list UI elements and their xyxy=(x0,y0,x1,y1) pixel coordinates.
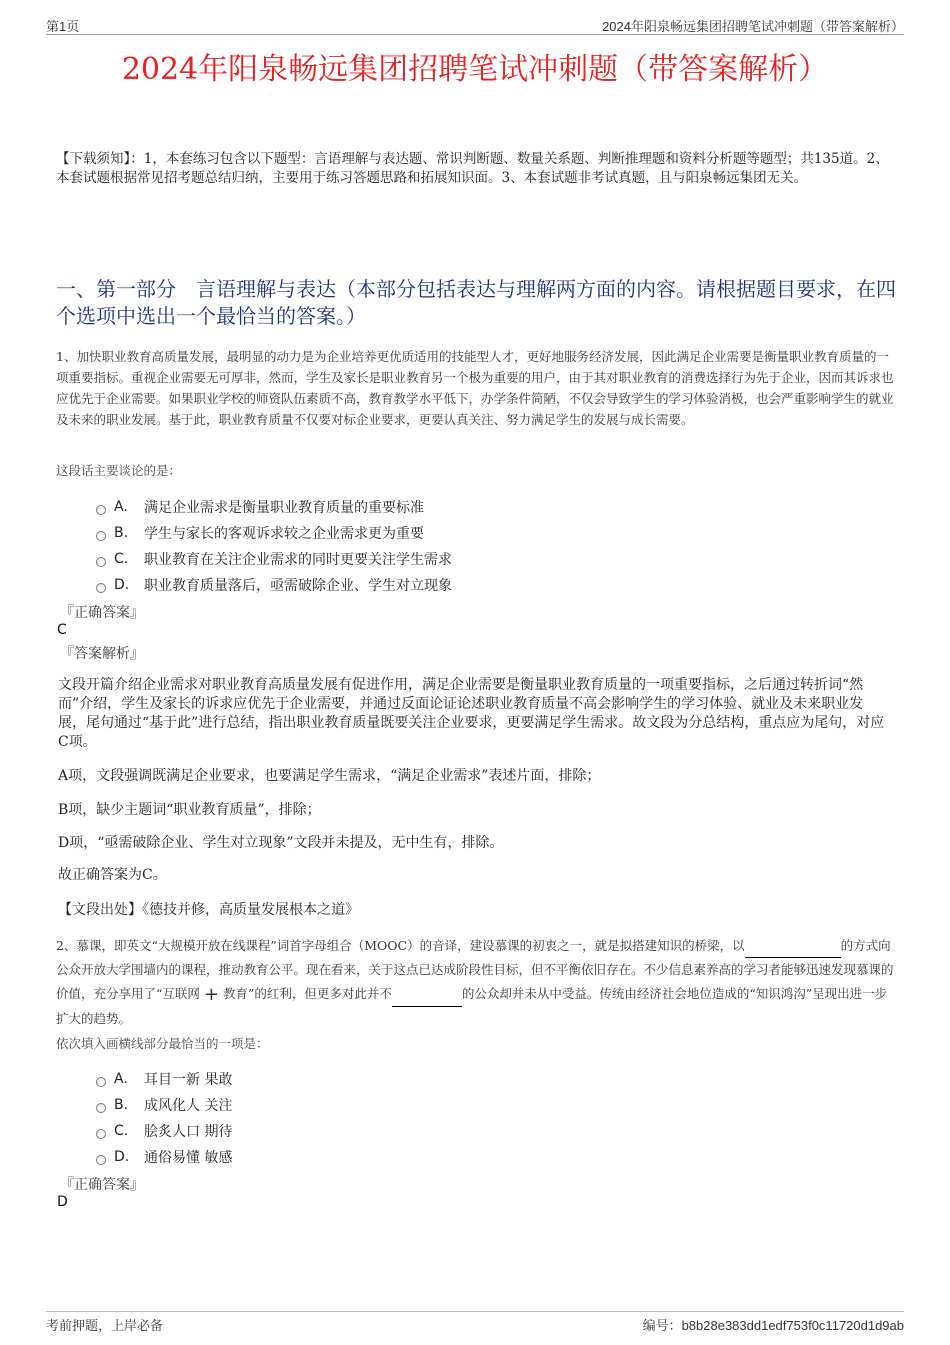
option-letter: A. xyxy=(114,499,128,515)
option-letter: B. xyxy=(114,1097,129,1113)
source-citation: 【文段出处】《德技并修，高质量发展根本之道》 xyxy=(58,902,359,918)
fill-blank-2 xyxy=(392,982,462,1007)
answer-analysis: 文段开篇介绍企业需求对职业教育高质量发展有促进作用，满足企业需要是衡量职业教育质量的一项重要指标，之后通过转折词“然而”介绍，学生及家长的诉求应优先于企业需要，并通过反面论证论述职业教育质量不高会影响学生的学习体验、就业及未来职业发展，尾句通过“基于此”进行总结，指出职业教育质量既要关注企业要求，更要满足学生需求。故文段为分总结构，重点应为尾句，对应C项。 xyxy=(58,677,885,750)
correct-answer-label: 『正确答案』 xyxy=(60,605,144,621)
correct-answer-label: 『正确答案』 xyxy=(60,1177,144,1193)
option-text: 耳目一新 果敢 xyxy=(144,1072,233,1088)
question-1-prompt: 这段话主要谈论的是： xyxy=(56,463,182,478)
analysis-option-a: A项，文段强调既满足企业要求，也要满足学生需求，“满足企业需求”表述片面，排除； xyxy=(58,768,601,784)
question-1-body: 1、加快职业教育高质量发展，最明显的动力是为企业培养更优质适用的技能型人才，更好地服务经济发展，因此满足企业需要是衡量职业教育质量的一项重要指标。重视企业需要无可厚非，然而，学生及家长是职业教育另一个极为重要的用户，由于其对职业教育的消费选择行为先于企业，因而其诉求也应优先于企业需要。如果职业学校的师资队伍素质不高，教育教学水平低下，办学条件简陋，不仅会导致学生的学习体验消极，也会严重影响学生的就业及未来的职业发展。基于此，职业教育质量不仅要对标企业要求，更要认真关注、努力满足学生的发展与成长需要。 xyxy=(56,349,894,427)
analysis-option-b: B项，缺少主题词“职业教育质量”，排除； xyxy=(58,802,321,818)
header-doc-title: 2024年阳泉畅远集团招聘笔试冲刺题（带答案解析） xyxy=(602,19,904,34)
option-letter: C. xyxy=(114,1123,129,1139)
radio-button-icon[interactable] xyxy=(96,557,106,567)
fill-blank-1 xyxy=(745,933,841,958)
page-footer xyxy=(46,1311,904,1333)
option-text: 满足企业需求是衡量职业教育质量的重要标准 xyxy=(144,500,424,516)
radio-button-icon[interactable] xyxy=(96,1103,106,1113)
analysis-conclusion: 故正确答案为C。 xyxy=(58,867,167,883)
option-text: 通俗易懂 敏感 xyxy=(144,1150,233,1166)
question-2-body xyxy=(56,933,896,1031)
radio-button-icon[interactable] xyxy=(96,583,106,593)
option-d[interactable] xyxy=(96,1144,232,1170)
option-text: 职业教育质量落后，亟需破除企业、学生对立现象 xyxy=(144,578,452,594)
footer-serial: 编号：b8b28e383dd1edf753f0c11720d1d9ab xyxy=(642,1318,904,1333)
question-2-text-1: 2、慕课，即英文“大规模开放在线课程”词首字母组合（MOOC）的音译，建设慕课的初衷之一，就是拟搭建知识的桥梁，以 xyxy=(56,938,745,953)
analysis-option-d: D项，“亟需破除企业、学生对立现象”文段并未提及，无中生有，排除。 xyxy=(58,835,504,851)
question-2-text-4: 的公众却并未从中受益。传统由经济社会地位造成的“知识鸿沟”呈现出进一步扩大的趋势。 xyxy=(56,986,888,1026)
option-d[interactable] xyxy=(96,572,452,598)
section-heading: 一、第一部分 言语理解与表达（本部分包括表达与理解两方面的内容。请根据题目要求，在四个选项中选出一个最恰当的答案。） xyxy=(56,277,896,328)
analysis-label: 『答案解析』 xyxy=(60,646,144,662)
download-notice: 【下载须知】：1，本套练习包含以下题型：言语理解与表达题、常识判断题、数量关系题、判断推理题和资料分析题等题型；共135道。2、本套试题根据常见招考题总结归纳，主要用于练习答题思路和拓展知识面。3、本套试题非考试真题，且与阳泉畅远集团无关。 xyxy=(56,151,889,186)
question-2-prompt: 依次填入画横线部分最恰当的一项是： xyxy=(56,1036,269,1051)
radio-button-icon[interactable] xyxy=(96,531,106,541)
page-header xyxy=(46,14,904,35)
radio-button-icon[interactable] xyxy=(96,1129,106,1139)
correct-answer-value: C xyxy=(57,622,67,638)
footer-slogan: 考前押题，上岸必备 xyxy=(46,1318,164,1333)
option-letter: D. xyxy=(114,1149,130,1165)
question-1-options xyxy=(96,494,452,598)
radio-button-icon[interactable] xyxy=(96,1077,106,1087)
radio-button-icon[interactable] xyxy=(96,505,106,515)
option-letter: B. xyxy=(114,525,129,541)
option-letter: D. xyxy=(114,577,130,593)
option-text: 职业教育在关注企业需求的同时更要关注学生需求 xyxy=(144,552,452,568)
correct-answer-value: D xyxy=(57,1194,68,1210)
question-2-text-3: 教育”的红利，但更多对此并不 xyxy=(222,986,392,1001)
option-c[interactable] xyxy=(96,1118,232,1144)
option-text: 成风化人 关注 xyxy=(144,1098,233,1114)
option-c[interactable] xyxy=(96,546,452,572)
option-letter: C. xyxy=(114,551,129,567)
option-text: 学生与家长的客观诉求较之企业需求更为重要 xyxy=(144,526,424,542)
question-2-options xyxy=(96,1066,232,1170)
document-title: 2024年阳泉畅远集团招聘笔试冲刺题（带答案解析） xyxy=(121,52,829,87)
question-2-text-2: 的方式向公众开放大学围墙内的课程，推动教育公平。现在看来，关于这点已达成阶段性目标，但不平衡依旧存在。不少信息素养高的学习者能够迅速发现慕课的价值，充分享用了“互联网 xyxy=(56,938,894,1001)
plus-sign: + xyxy=(203,984,219,1005)
option-a[interactable] xyxy=(96,494,452,520)
option-a[interactable] xyxy=(96,1066,232,1092)
option-text: 脍炙人口 期待 xyxy=(144,1124,233,1140)
radio-button-icon[interactable] xyxy=(96,1155,106,1165)
option-b[interactable] xyxy=(96,1092,232,1118)
option-letter: A. xyxy=(114,1071,128,1087)
option-b[interactable] xyxy=(96,520,452,546)
page-number: 第1页 xyxy=(46,19,80,34)
